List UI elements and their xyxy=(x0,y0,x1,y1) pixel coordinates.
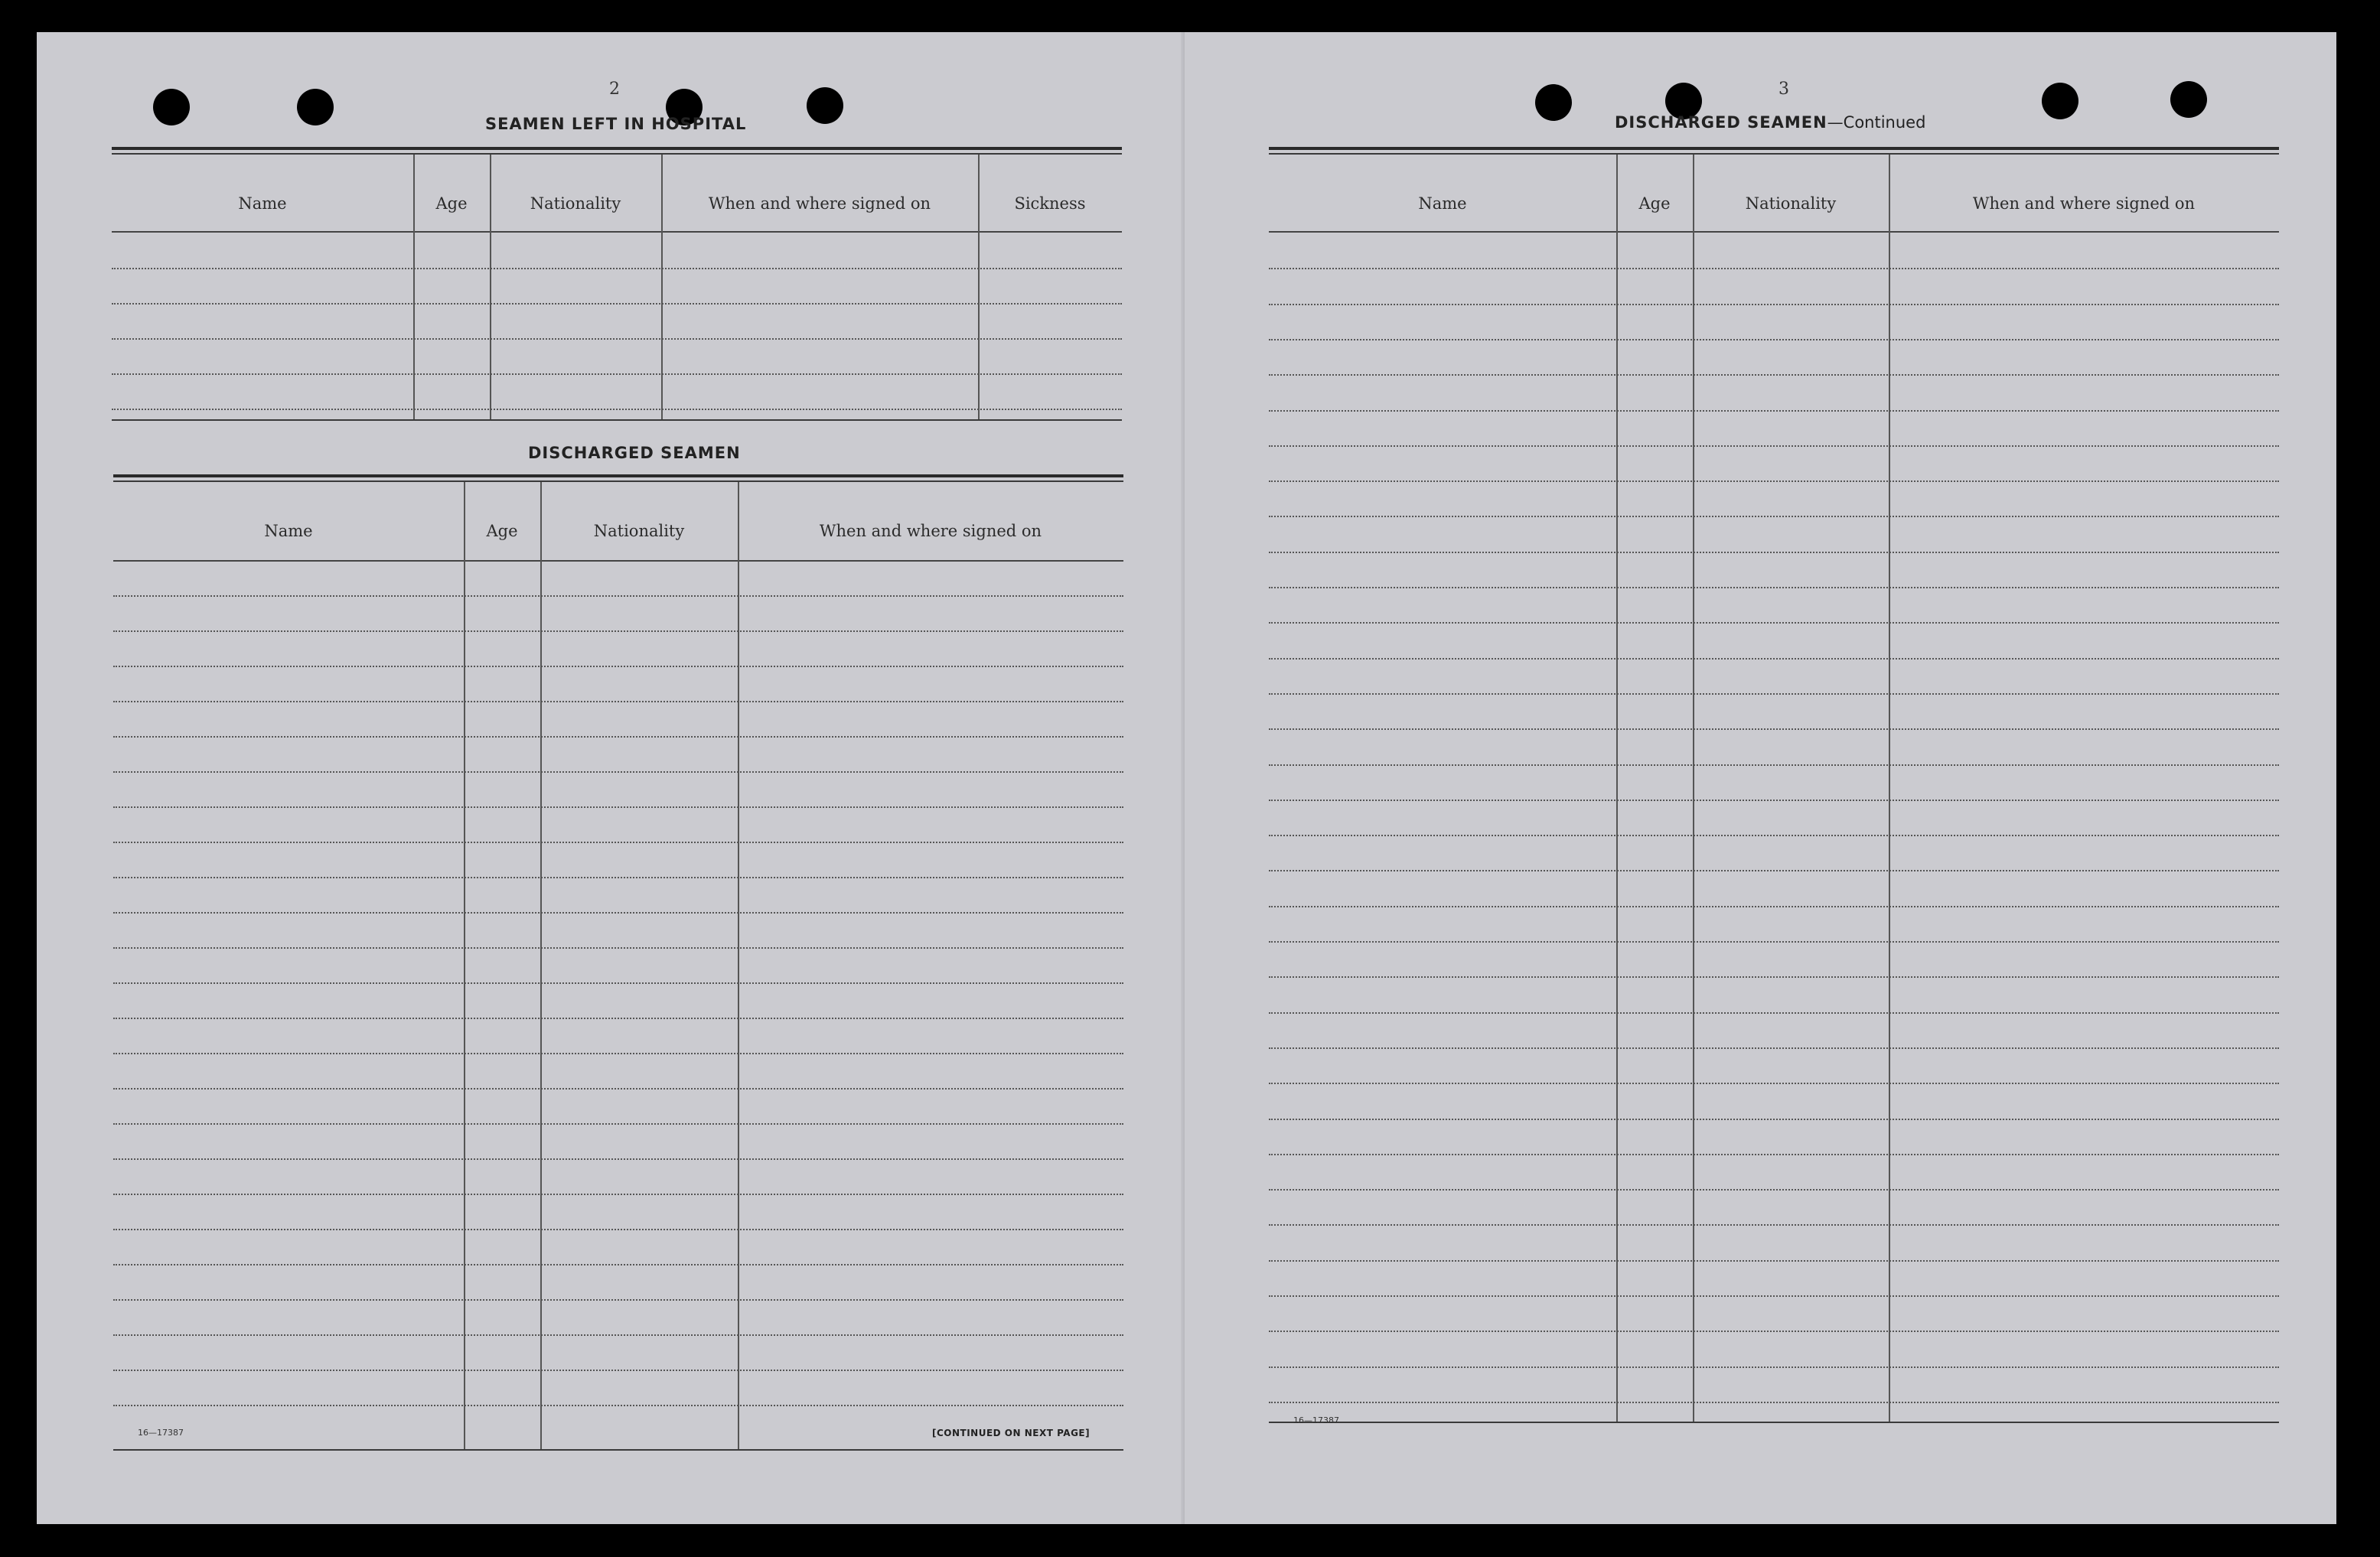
blank-row-line xyxy=(113,912,1123,914)
column-divider xyxy=(661,155,663,419)
blank-row-line xyxy=(1269,445,2279,447)
column-divider xyxy=(464,482,465,1449)
blank-row-line xyxy=(1269,906,2279,907)
blank-row-line xyxy=(112,338,1122,340)
blank-row-line xyxy=(1269,1119,2279,1120)
column-divider xyxy=(413,155,415,419)
blank-row-line xyxy=(112,373,1122,375)
blank-row-line xyxy=(113,1123,1123,1125)
blank-row-line xyxy=(113,1194,1123,1195)
page-number: 2 xyxy=(609,80,620,99)
column-header-age: Age xyxy=(1638,194,1671,213)
blank-row-line xyxy=(113,736,1123,738)
blank-row-line xyxy=(1269,1154,2279,1155)
column-divider xyxy=(978,155,980,419)
column-divider xyxy=(1889,155,1890,1422)
column-header-name: Name xyxy=(264,522,313,540)
blank-row-line xyxy=(113,1264,1123,1265)
blank-row-line xyxy=(113,842,1123,843)
blank-row-line xyxy=(113,1405,1123,1406)
blank-row-line xyxy=(113,630,1123,632)
blank-row-line xyxy=(1269,693,2279,695)
blank-row-line xyxy=(112,268,1122,269)
blank-row-line xyxy=(1269,764,2279,766)
continued-label: —Continued xyxy=(1827,113,1926,132)
column-header-nationality: Nationality xyxy=(593,522,685,540)
form-code: 16—17387 xyxy=(138,1428,184,1438)
blank-row-line xyxy=(1269,835,2279,836)
blank-row-line xyxy=(113,1229,1123,1230)
column-divider xyxy=(738,482,739,1449)
column-header-sickness: Sickness xyxy=(1014,194,1086,213)
blank-row-line xyxy=(113,1088,1123,1090)
column-header-name: Name xyxy=(1418,194,1467,213)
column-header-age: Age xyxy=(486,522,518,540)
blank-row-line xyxy=(1269,622,2279,624)
blank-row-line xyxy=(1269,552,2279,553)
blank-row-line xyxy=(1269,339,2279,340)
blank-row-line xyxy=(1269,304,2279,305)
punch-hole xyxy=(153,89,190,125)
blank-row-line xyxy=(112,409,1122,410)
blank-row-line xyxy=(1269,1331,2279,1332)
section-title-discharged: DISCHARGED SEAMEN xyxy=(528,444,741,462)
punch-hole xyxy=(1535,84,1572,121)
blank-row-line xyxy=(1269,1189,2279,1191)
punch-hole xyxy=(807,87,843,124)
column-divider xyxy=(490,155,491,419)
blank-row-line xyxy=(113,982,1123,984)
blank-row-line xyxy=(113,1053,1123,1054)
blank-row-line xyxy=(1269,268,2279,269)
blank-row-line xyxy=(1269,480,2279,482)
section-title-hospital: SEAMEN LEFT IN HOSPITAL xyxy=(485,115,747,133)
section-title-text: DISCHARGED SEAMEN xyxy=(1615,113,1827,132)
blank-row-line xyxy=(1269,1012,2279,1014)
column-header-signed-on: When and where signed on xyxy=(819,522,1042,540)
blank-row-line xyxy=(1269,587,2279,588)
column-header-age: Age xyxy=(435,194,468,213)
blank-row-line xyxy=(1269,728,2279,730)
column-header-signed-on: When and where signed on xyxy=(1972,194,2196,213)
blank-row-line xyxy=(1269,1295,2279,1297)
section-title-discharged-continued xyxy=(1615,113,1925,132)
column-divider xyxy=(540,482,542,1449)
blank-row-line xyxy=(1269,374,2279,376)
column-header-nationality: Nationality xyxy=(530,194,621,213)
blank-row-line xyxy=(1269,1224,2279,1226)
blank-row-line xyxy=(1269,658,2279,660)
blank-row-line xyxy=(1269,410,2279,412)
form-code: 16—17387 xyxy=(1293,1415,1339,1425)
column-header-signed-on: When and where signed on xyxy=(708,194,931,213)
blank-row-line xyxy=(113,1158,1123,1160)
column-header-nationality: Nationality xyxy=(1745,194,1837,213)
blank-row-line xyxy=(1269,1402,2279,1403)
blank-row-line xyxy=(1269,1083,2279,1084)
blank-row-line xyxy=(113,947,1123,949)
punch-hole xyxy=(2042,83,2078,119)
blank-row-line xyxy=(1269,870,2279,871)
punch-hole xyxy=(2170,81,2207,118)
blank-row-line xyxy=(113,701,1123,702)
blank-row-line xyxy=(113,877,1123,878)
blank-row-line xyxy=(113,666,1123,667)
table-bottom-rule xyxy=(112,419,1122,421)
blank-row-line xyxy=(1269,976,2279,978)
table-bottom-rule xyxy=(113,1449,1123,1451)
blank-row-line xyxy=(1269,941,2279,943)
column-divider xyxy=(1693,155,1694,1422)
right-page xyxy=(1185,32,2336,1524)
punch-hole xyxy=(297,89,334,125)
hospital-table xyxy=(112,147,1122,424)
blank-row-line xyxy=(1269,1260,2279,1262)
blank-row-line xyxy=(113,1299,1123,1301)
blank-row-line xyxy=(1269,800,2279,801)
discharged-continued-table xyxy=(1269,147,2279,1440)
blank-row-line xyxy=(112,303,1122,305)
continued-note: [CONTINUED ON NEXT PAGE] xyxy=(932,1428,1091,1438)
blank-row-line xyxy=(1269,516,2279,517)
column-divider xyxy=(1616,155,1618,1422)
blank-row-line xyxy=(1269,1047,2279,1049)
blank-row-line xyxy=(113,1334,1123,1336)
left-page xyxy=(37,32,1185,1524)
blank-row-line xyxy=(113,1018,1123,1019)
discharged-table xyxy=(113,474,1123,1467)
blank-row-line xyxy=(113,1370,1123,1371)
blank-row-line xyxy=(113,771,1123,773)
blank-row-line xyxy=(1269,1366,2279,1368)
blank-row-line xyxy=(113,595,1123,597)
page-number: 3 xyxy=(1778,80,1789,99)
blank-row-line xyxy=(113,806,1123,808)
table-bottom-rule xyxy=(1269,1422,2279,1423)
column-header-name: Name xyxy=(238,194,287,213)
